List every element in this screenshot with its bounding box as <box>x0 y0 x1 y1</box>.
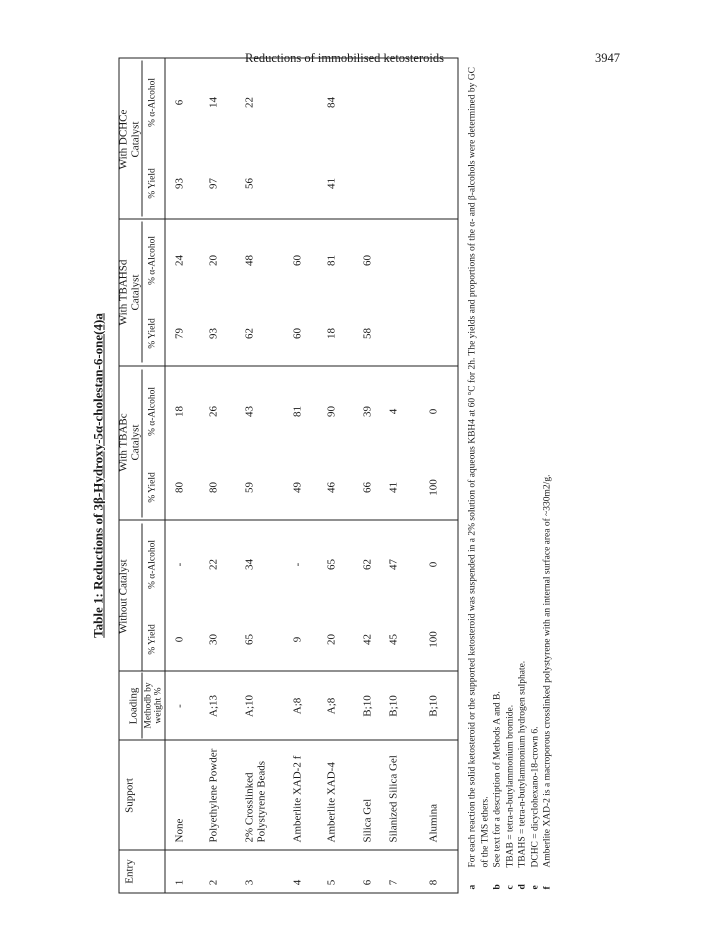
without-alcohol-cell: 22 <box>207 559 220 570</box>
entry-cell: 6 <box>361 879 374 886</box>
tbab-alcohol-cell: 18 <box>173 406 186 417</box>
footnote <box>517 60 530 890</box>
footnote-mark: d <box>517 884 528 890</box>
entry-cell: 4 <box>291 879 304 886</box>
tbahs-alcohol-cell: 48 <box>243 255 256 266</box>
dchc-yield-subheader: % Yield <box>147 168 158 199</box>
table-row <box>326 57 366 893</box>
footnote <box>467 60 492 890</box>
support-cell: Polyethylene Powder <box>207 748 220 843</box>
tbab-header: With TBABc Catalyst <box>117 413 142 472</box>
tbab-alcohol-cell: 4 <box>387 408 400 415</box>
support-header: Support <box>123 778 136 813</box>
footnote-mark: f <box>542 886 553 890</box>
loading-underline <box>142 673 143 739</box>
tbahs-alcohol-subheader: % α-Alcohol <box>147 235 158 286</box>
without-yield-cell: 20 <box>325 634 338 645</box>
tbahs-yield-cell: 58 <box>361 328 374 339</box>
without-alcohol-cell: 34 <box>243 559 256 570</box>
footnote-text: For each reaction the solid ketosteroid or the supported ketosteroid was suspended in a 2% solution of aqueous KBH4 at 60 °C for 2h. The yields and proportions of the α- and β-alcohols were determined by GC of the TMS ethers. <box>467 67 490 868</box>
method-cell: A;10 <box>243 695 256 717</box>
results-table <box>119 58 459 894</box>
tbab-alcohol-cell: 81 <box>291 406 304 417</box>
support-cell: Amberlite XAD-4 <box>325 762 338 843</box>
support-cell: Amberlite XAD-2 f <box>291 755 304 843</box>
page-number: 3947 <box>595 51 620 65</box>
without-yield-cell: 65 <box>243 634 256 645</box>
without-yield-subheader: % Yield <box>147 624 158 655</box>
without-alcohol-cell: - <box>291 562 304 567</box>
dchc-alcohol-cell: 22 <box>243 97 256 108</box>
footnote-mark: c <box>505 885 515 890</box>
footnote <box>542 60 555 890</box>
without-yield-cell: 0 <box>173 636 186 643</box>
support-cell: Silica Gel <box>361 798 374 843</box>
tbab-yield-cell: 66 <box>361 482 374 493</box>
tbahs-alcohol-cell: 20 <box>207 255 220 266</box>
without-alcohol-cell: - <box>173 562 186 567</box>
tbahs-yield-subheader: % Yield <box>147 318 158 349</box>
footnote-mark: b <box>492 884 503 890</box>
tbahs-header: With TBAHSd Catalyst <box>117 259 142 326</box>
loading-header: Loading <box>127 687 140 725</box>
entry-cell: 7 <box>387 879 400 886</box>
table-row <box>208 57 248 893</box>
method-header: Methodb by weight % <box>143 682 164 729</box>
table-row <box>244 57 284 893</box>
tbab-alcohol-cell: 39 <box>361 406 374 417</box>
method-cell: A;13 <box>207 695 220 717</box>
dchc-header: With DCHCe Catalyst <box>117 109 142 170</box>
tbahs-yield-cell: 18 <box>325 328 338 339</box>
without-alcohol-cell: 62 <box>361 559 374 570</box>
tbahs-yield-cell: 79 <box>173 328 186 339</box>
dchc-yield-cell: 41 <box>325 178 338 189</box>
footnote-mark: a <box>467 884 478 890</box>
support-cell: Silanized Silica Gel <box>387 755 400 843</box>
tbab-yield-cell: 41 <box>387 482 400 493</box>
footnote-text: See text for a description of Methods A and B. <box>492 691 503 868</box>
without-alcohol-cell: 65 <box>325 559 338 570</box>
tbab-yield-cell: 46 <box>325 482 338 493</box>
tbab-alcohol-cell: 43 <box>243 406 256 417</box>
entry-cell: 8 <box>427 879 440 886</box>
method-cell: A;8 <box>325 697 338 715</box>
running-header-title: Reductions of immobilised ketosteroids <box>245 51 444 65</box>
table-row <box>428 57 468 893</box>
dchc-alcohol-cell: 84 <box>325 97 338 108</box>
footnote-text: DCHC = dicyclohexano-18-crown 6. <box>530 726 540 868</box>
tbahs-underline <box>142 222 143 363</box>
tbab-yield-cell: 49 <box>291 482 304 493</box>
tbab-yield-cell: 100 <box>427 479 440 496</box>
tbahs-alcohol-cell: 24 <box>173 255 186 266</box>
tbab-yield-cell: 59 <box>243 482 256 493</box>
without-alcohol-subheader: % α-Alcohol <box>147 539 158 590</box>
method-cell: B;10 <box>361 695 374 717</box>
table-title: Table 1: Reductions of 3β-Hydroxy-5α-cholestan-6-one(4)a <box>90 313 106 638</box>
tbab-alcohol-cell: 0 <box>427 408 440 415</box>
tbab-alcohol-cell: 90 <box>325 406 338 417</box>
tbab-yield-cell: 80 <box>173 482 186 493</box>
without-yield-cell: 45 <box>387 634 400 645</box>
dchc-alcohol-cell: 6 <box>173 99 186 106</box>
footnote <box>492 60 505 890</box>
footnotes <box>467 60 555 890</box>
dchc-yield-cell: 97 <box>207 178 220 189</box>
dchc-yield-cell: 56 <box>243 178 256 189</box>
support-cell: 2% Crosslinked Polystyrene Beads <box>243 760 268 843</box>
dchc-alcohol-subheader: % α-Alcohol <box>147 77 158 128</box>
tbab-alcohol-cell: 26 <box>207 406 220 417</box>
tbab-yield-cell: 80 <box>207 482 220 493</box>
without-yield-cell: 30 <box>207 634 220 645</box>
support-cell: Alumina <box>427 804 440 843</box>
method-cell: A;8 <box>291 697 304 715</box>
without-underline <box>142 524 143 671</box>
method-cell: - <box>173 704 186 708</box>
without-alcohol-cell: 0 <box>427 561 440 568</box>
without-yield-cell: 9 <box>291 636 304 643</box>
tbahs-yield-cell: 62 <box>243 328 256 339</box>
footnote <box>529 60 542 890</box>
footnote-text: Amberlite XAD-2 is a macroporous crosslinked polystyrene with an internal surface area of ~330m2/g. <box>542 474 553 868</box>
without-yield-cell: 42 <box>361 634 374 645</box>
tbahs-alcohol-cell: 60 <box>361 255 374 266</box>
method-cell: B;10 <box>387 695 400 717</box>
tbahs-alcohol-cell: 81 <box>325 255 338 266</box>
tbab-yield-subheader: % Yield <box>147 472 158 503</box>
without-header: Without Catalyst <box>117 559 130 634</box>
without-alcohol-cell: 47 <box>387 559 400 570</box>
entry-cell: 1 <box>173 879 186 886</box>
table-row <box>388 57 428 893</box>
entry-cell: 5 <box>325 879 338 886</box>
header-rule <box>165 59 166 893</box>
entry-cell: 3 <box>243 879 256 886</box>
rotated-table-block <box>91 58 632 894</box>
without-yield-cell: 100 <box>427 631 440 648</box>
tbab-alcohol-subheader: % α-Alcohol <box>147 386 158 437</box>
support-cell: None <box>173 818 186 843</box>
entry-header: Entry <box>123 859 136 884</box>
tbahs-yield-cell: 93 <box>207 328 220 339</box>
tbahs-yield-cell: 60 <box>291 328 304 339</box>
entry-cell: 2 <box>207 879 220 886</box>
footnote-text: TBAHS = tetra-n-butylammonium hydrogen sulphate. <box>517 660 528 868</box>
method-cell: B;10 <box>427 695 440 717</box>
footnote-text: TBAB = tetra-n-butylammonium bromide. <box>505 704 515 868</box>
tbab-underline <box>142 370 143 518</box>
dchc-yield-cell: 93 <box>173 178 186 189</box>
dchc-underline <box>142 61 143 217</box>
tbahs-alcohol-cell: 60 <box>291 255 304 266</box>
dchc-alcohol-cell: 14 <box>207 97 220 108</box>
footnote-mark: e <box>530 885 540 890</box>
footnote <box>504 60 517 890</box>
